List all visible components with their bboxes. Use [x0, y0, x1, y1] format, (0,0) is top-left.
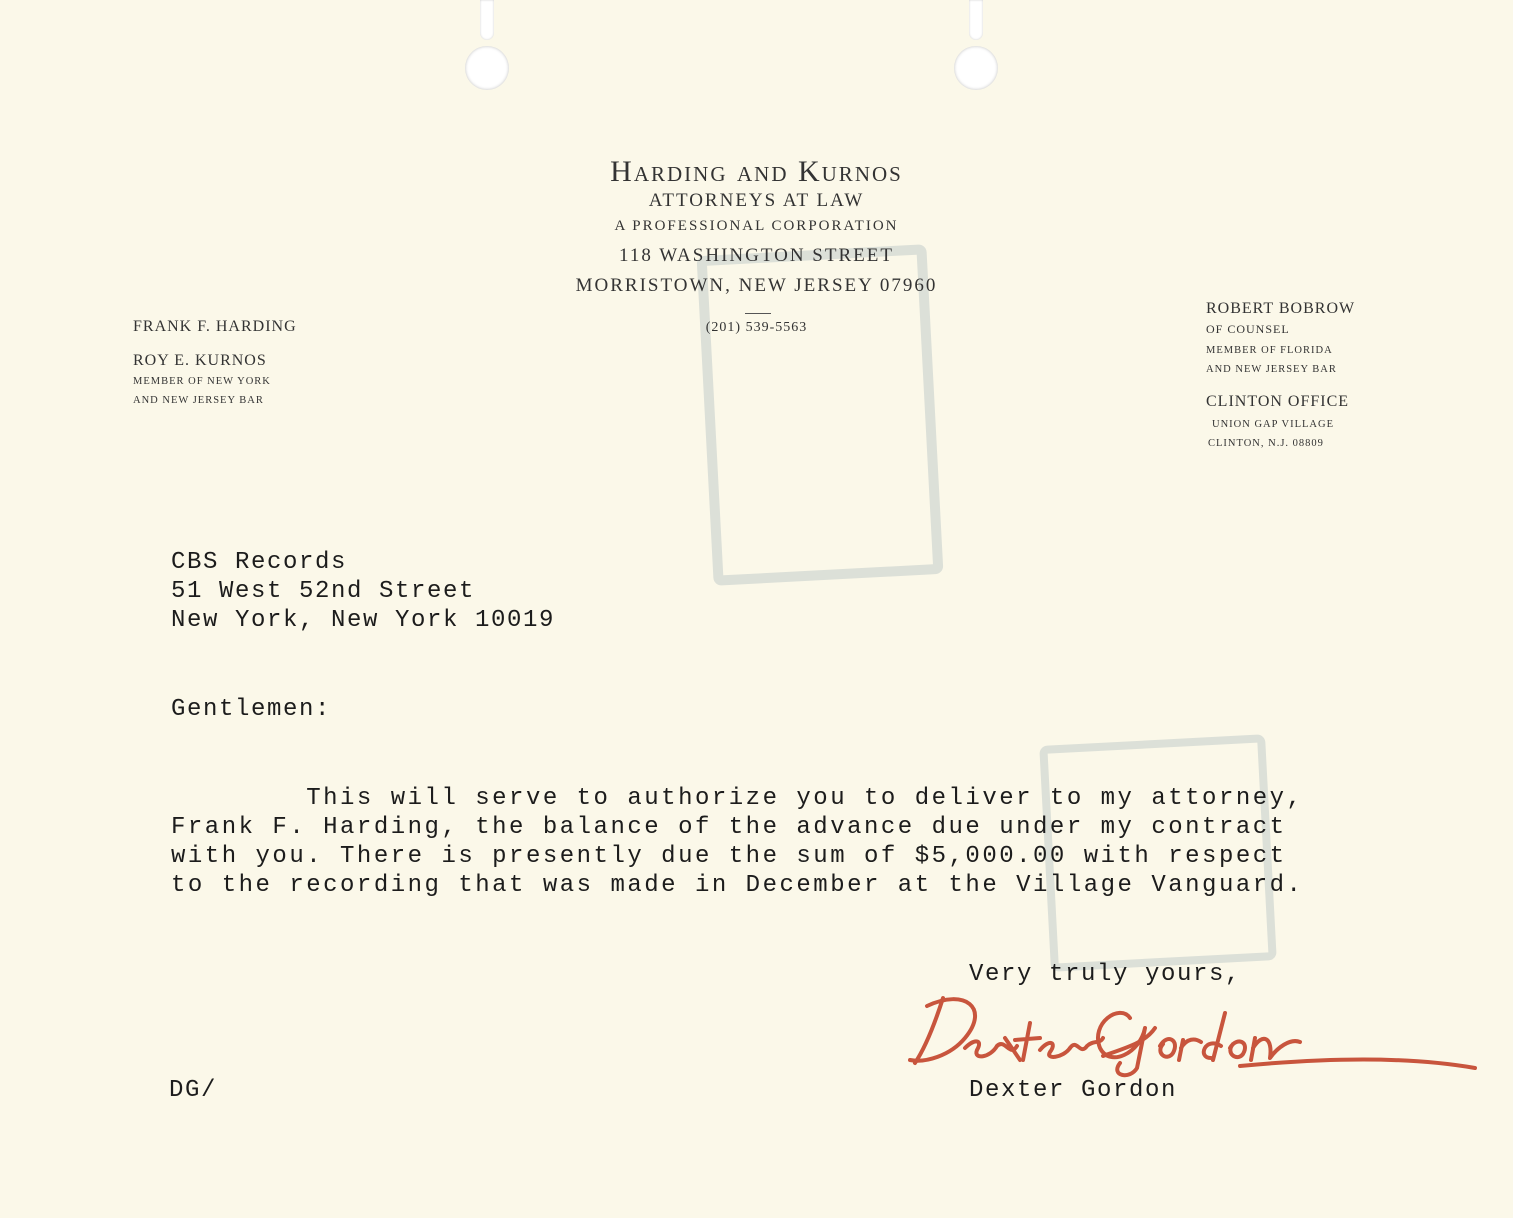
handwritten-signature — [905, 968, 1485, 1078]
hole-tear-right — [969, 0, 983, 40]
body-line-2: Frank F. Harding, the balance of the advance due under my contract — [171, 814, 1287, 841]
bar-membership-line2: AND NEW JERSEY BAR — [133, 395, 264, 406]
punch-hole-left — [465, 46, 509, 90]
firm-corporation: A PROFESSIONAL CORPORATION — [614, 218, 899, 234]
closing: Very truly yours, — [969, 961, 1242, 988]
body-line-3: with you. There is presently due the sum of $5,000.00 with respect — [171, 843, 1287, 870]
letterhead-divider — [745, 313, 771, 314]
counsel-name: ROBERT BOBROW — [1206, 300, 1356, 317]
recipient-line-3: New York, New York 10019 — [171, 607, 556, 634]
recipient-line-2: 51 West 52nd Street — [171, 578, 476, 605]
counsel-bar-line1: MEMBER OF FLORIDA — [1206, 345, 1333, 356]
firm-name: Harding and Kurnos — [610, 155, 903, 188]
firm-city: MORRISTOWN, NEW JERSEY 07960 — [575, 275, 938, 296]
left-column — [133, 318, 297, 406]
counsel-bar-line2: AND NEW JERSEY BAR — [1206, 364, 1337, 375]
typist-initials: DG/ — [169, 1077, 218, 1104]
partner-name-1: FRANK F. HARDING — [133, 318, 297, 335]
punch-hole-right — [954, 46, 998, 90]
right-column — [1206, 300, 1355, 449]
firm-street: 118 WASHINGTON STREET — [619, 245, 894, 266]
body-line-4: to the recording that was made in December at the Village Vanguard. — [171, 872, 1304, 899]
bar-membership-line1: MEMBER OF NEW YORK — [133, 376, 271, 387]
signer-name: Dexter Gordon — [969, 1077, 1178, 1104]
hole-tear-left — [480, 0, 494, 40]
firm-subtitle: ATTORNEYS AT LAW — [648, 190, 865, 211]
partner-name-2: ROY E. KURNOS — [133, 352, 267, 369]
body-line-1: This will serve to authorize you to deliver to my attorney, — [171, 785, 1304, 812]
recipient-line-1: CBS Records — [171, 549, 348, 576]
salutation: Gentlemen: — [171, 696, 332, 723]
firm-phone: (201) 539-5563 — [705, 320, 808, 335]
clinton-office-line1: UNION GAP VILLAGE — [1212, 419, 1334, 430]
clinton-office-line2: CLINTON, N.J. 08809 — [1208, 438, 1324, 449]
counsel-title: OF COUNSEL — [1206, 322, 1290, 336]
clinton-office-title: CLINTON OFFICE — [1206, 393, 1350, 410]
